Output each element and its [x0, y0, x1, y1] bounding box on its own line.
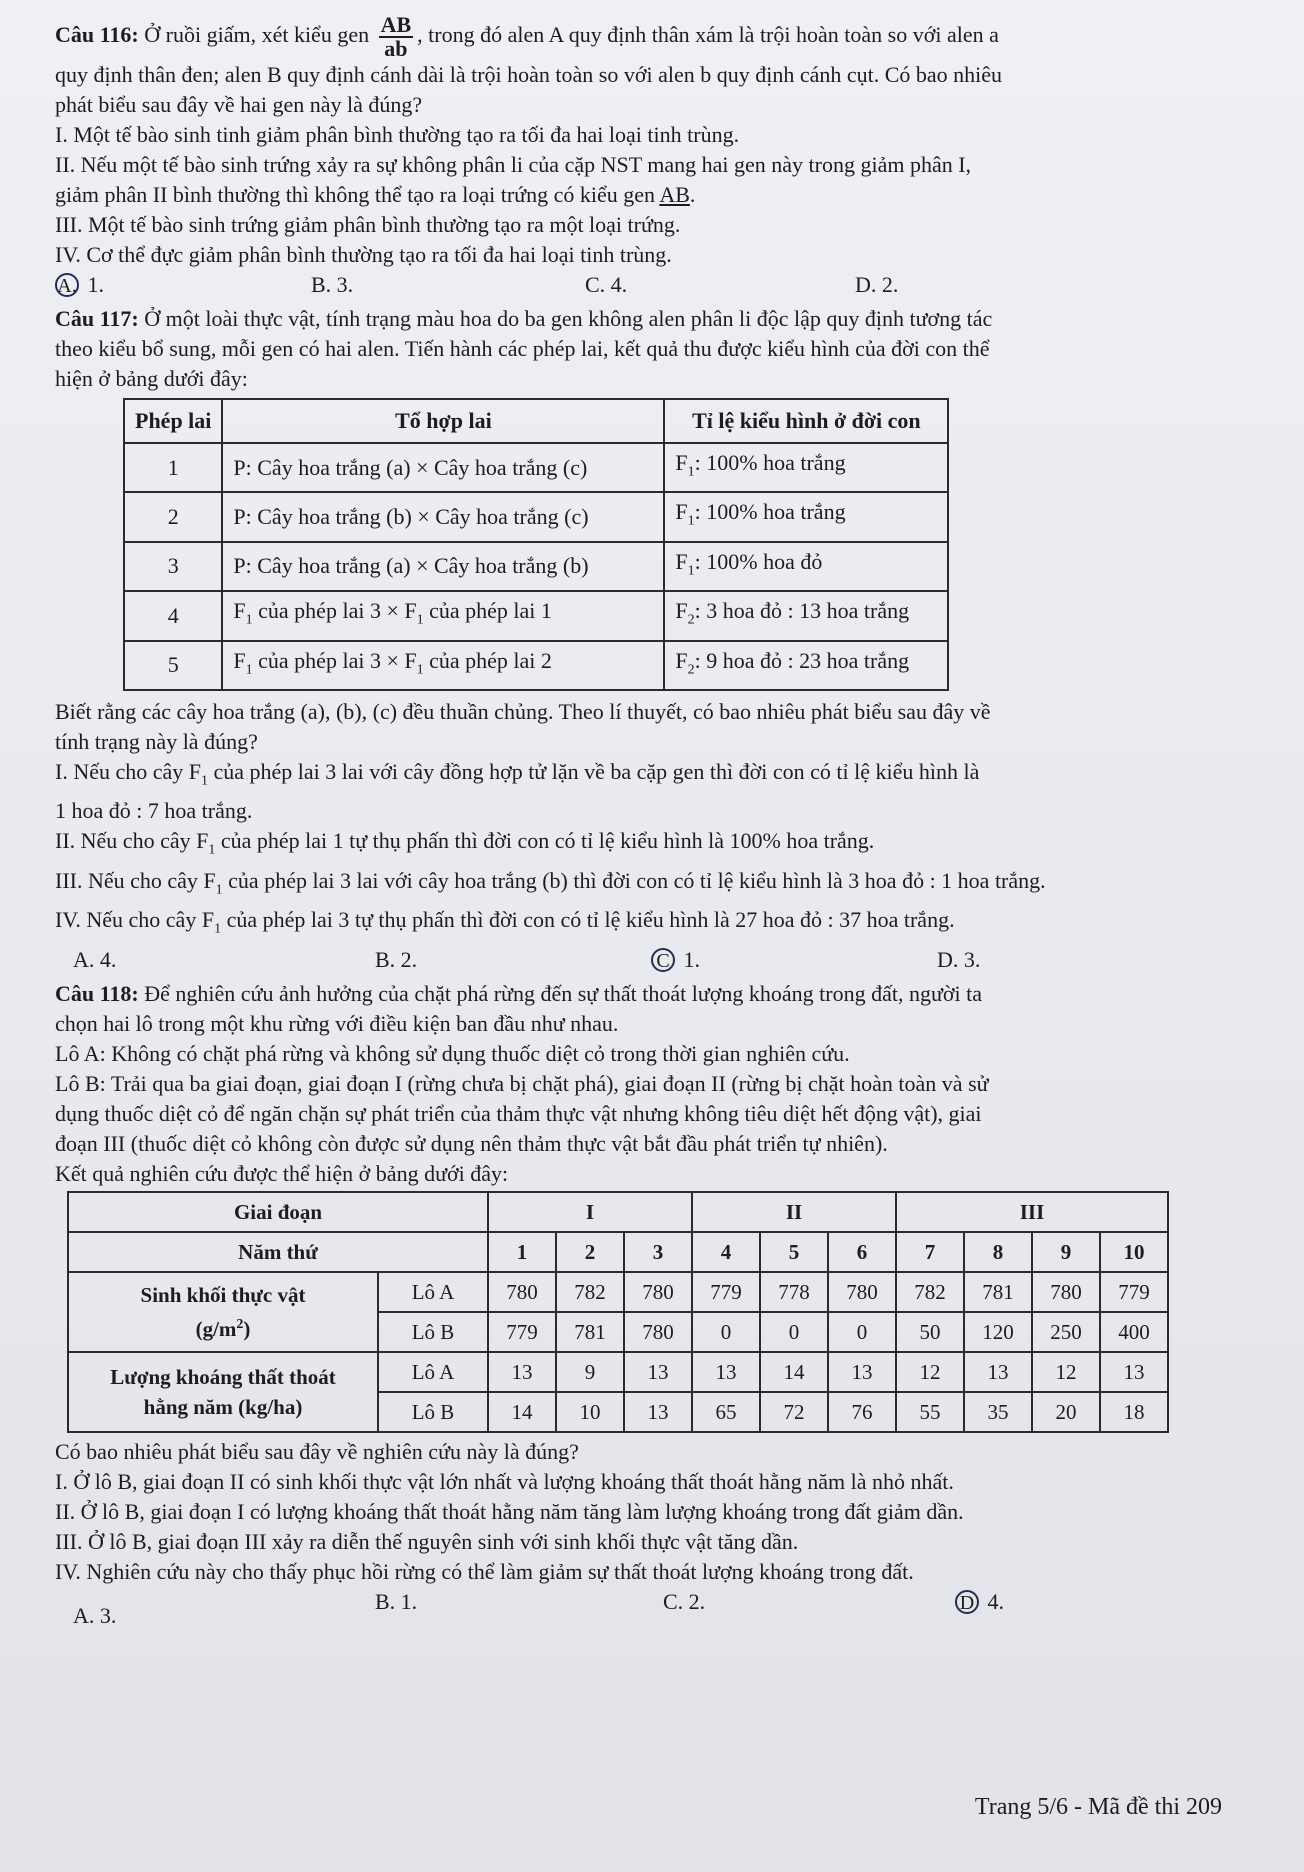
q117-label: Câu 117:	[55, 306, 139, 331]
q117-statement-2: II. Nếu cho cây $F_1$ của phép lai 1 tự thụ phấn thì đời con có tỉ lệ kiểu hình là 100% hoa trắng.	[55, 828, 875, 858]
table-row-years: Năm thứ 1 2 3 4 5 6 7 8 9 10	[68, 1232, 1168, 1272]
q117-options	[55, 945, 1214, 977]
q118-statement-1: I. Ở lô B, giai đoạn II có sinh khối thực vật lớn nhất và lượng khoáng thất thoát hằng năm là nhỏ nhất.	[55, 1468, 954, 1494]
q116-statement-2a: II. Nếu một tế bào sinh trứng xảy ra sự không phân li của cặp NST mang hai gen này trong giảm phân I,	[55, 152, 972, 177]
genotype-fraction: $\frac{AB}{ab}$	[380, 12, 412, 61]
table-row: 3 P: Cây hoa trắng (a) × Cây hoa trắng (b) $F_1$: 100% hoa đỏ	[124, 542, 948, 591]
circled-answer-mark: A.	[55, 273, 79, 297]
q117-option-a[interactable]: A. 4.	[73, 946, 117, 972]
q116-label: Câu 116:	[55, 22, 139, 48]
question-118: Câu 118: Để nghiên cứu ảnh hưởng của chặt phá rừng đến sự thất thoát lượng khoáng trong đất, người ta chọn hai lô trong một khu rừng với điều kiện ban đầu như nhau. Lô A: Không có chặt phá rừng và không sử dụng thuốc diệt cỏ trong thời gian nghiên cứu. Lô B: Trải qua ba giai đoạn, giai đoạn I (rừng chưa bị chặt phá), giai đoạn II (rừng bị chặt hoàn toàn và sử dụng thuốc diệt cỏ để ngăn chặn sự phát triển của thảm thực vật nhưng không tiêu diệt hết động vật), giai đoạn III (thuốc diệt cỏ không còn được sử dụng nên thảm thực vật bắt đầu phát triển tự nhiên). Kết quả nghiên cứu được thể hiện ở bảng dưới đây: Giai đoạn I II III Năm thứ 1 2 3 4 5 6 7 8 9 10 Sinh khối thực vật $(g/m^2)$ Lô A 780 782 780 779 778 780 782 781 780 779 Lô B 779 781 780 0 0 0 50 120 250 400 Lượng khoáng thất thoát hằng năm (kg/ha) Lô A 13 9 13 13 14 13 12 13 12 13 Lô B 14 10 13 65 72 76 55 35 20 18 Có bao nhiêu phát biểu sau đây về nghiên cứu này là đúng? I. Ở lô B, giai đoạn II có sinh khối thực vật lớn nhất và lượng khoáng thất thoát hằng năm là nhỏ nhất. II. Ở lô B, giai đoạn I có lượng khoáng thất thoát hằng năm tăng làm lượng khoáng trong đất giảm dần. III. Ở lô B, giai đoạn III xảy ra diễn thế nguyên sinh với sinh khối thực vật tăng dần. IV. Nghiên cứu này cho thấy phục hồi rừng có thể làm giảm sự thất thoát lượng khoáng trong đất. A. 3. B. 1. C. 2. D 4.	[55, 979, 1214, 1631]
q116-intro: Câu 116: Ở ruồi giấm, xét kiểu gen $\frac{AB}{ab}$ , trong đó alen A quy định thân xám là trội hoàn toàn so với alen a	[55, 12, 999, 61]
crosses-table	[123, 398, 949, 691]
q118-label: Câu 118:	[55, 980, 139, 1006]
table-header-row: Phép lai Tổ hợp lai Tỉ lệ kiểu hình ở đời con	[124, 399, 948, 443]
q118-option-c[interactable]: C. 2.	[663, 1588, 706, 1614]
q117-option-c[interactable]: C 1.	[651, 945, 700, 975]
table-row: Lô B 779 781 780 0 0 0 50 120 250 400	[68, 1312, 1168, 1352]
forest-study-table	[67, 1191, 1169, 1433]
q117-option-b[interactable]: B. 2.	[375, 946, 418, 972]
page-footer: Trang 5/6 - Mã đề thi 209	[974, 1794, 1222, 1820]
q118-option-a[interactable]: A. 3.	[73, 1602, 117, 1628]
q117-statement-4: IV. Nếu cho cây $F_1$ của phép lai 3 tự thụ phấn thì đời con có tỉ lệ kiểu hình là 27 hoa đỏ : 37 hoa trắng.	[55, 907, 955, 937]
table-row: Sinh khối thực vật $(g/m^2)$ Lô A 780 782 780 779 778 780 782 781 780 779	[68, 1272, 1168, 1312]
q117-statement-3: III. Nếu cho cây $F_1$ của phép lai 3 lai với cây hoa trắng (b) thì đời con có tỉ lệ kiểu hình là 3 hoa đỏ : 1 hoa trắng.	[55, 867, 1046, 898]
q118-statement-3: III. Ở lô B, giai đoạn III xảy ra diễn thế nguyên sinh với sinh khối thực vật tăng dần.	[55, 1528, 799, 1554]
question-117: Câu 117: Ở một loài thực vật, tính trạng màu hoa do ba gen không alen phân li độc lập quy định tương tác theo kiểu bổ sung, mỗi gen có hai alen. Tiến hành các phép lai, kết quả thu được kiểu hình của đời con thể hiện ở bảng dưới đây: Phép lai Tổ hợp lai Tỉ lệ kiểu hình ở đời con 1 P: Cây hoa trắng (a) × Cây hoa trắng (c) $F_1$: 100% hoa trắng 2 P: Cây hoa trắng (b) × Cây hoa trắng (c) $F_1$: 100% hoa trắng 3 P: Cây hoa trắng (a) × Cây hoa trắng (b) $F_1$: 100% hoa đỏ 4 $F_1$ của phép lai $3 \times F_1$ của phép lai 1 $F_2$: 3 hoa đỏ : 13 hoa trắng 5 $F_1$ của phép lai $3 \times F_1$ của phép lai 2 $F_2$: 9 hoa đỏ : 23 hoa trắng Biết rằng các cây hoa trắng (a), (b), (c) đều thuần chủng. Theo lí thuyết, có bao nhiêu phát biểu sau đây về tính trạng này là đúng? I. Nếu cho cây $F_1$ của phép lai 3 lai với cây đồng hợp tử lặn về ba cặp gen thì đời con có tỉ lệ kiểu hình là 1 hoa đỏ : 7 hoa trắng. II. Nếu cho cây $F_1$ của phép lai 1 tự thụ phấn thì đời con có tỉ lệ kiểu hình là 100% hoa trắng. III. Nếu cho cây $F_1$ của phép lai 3 lai với cây hoa trắng (b) thì đời con có tỉ lệ kiểu hình là 3 hoa đỏ : 1 hoa trắng. IV. Nếu cho cây $F_1$ của phép lai 3 tự thụ phấn thì đời con có tỉ lệ kiểu hình là 27 hoa đỏ : 37 hoa trắng. A. 4. B. 2. C 1. D. 3.	[55, 304, 1214, 977]
q116-statement-1: I. Một tế bào sinh tinh giảm phân bình thường tạo ra tối đa hai loại tinh trùng.	[55, 122, 740, 147]
q116-options	[55, 270, 1214, 302]
q118-option-b[interactable]: B. 1.	[375, 1588, 418, 1614]
table-row-stages: Giai đoạn I II III	[68, 1192, 1168, 1232]
table-row: 2 P: Cây hoa trắng (b) × Cây hoa trắng (c) $F_1$: 100% hoa trắng	[124, 492, 948, 541]
q116-option-d[interactable]: D. 2.	[855, 272, 899, 297]
table-row: 5 $F_1$ của phép lai $3 \times F_1$ của phép lai 2 $F_2$: 9 hoa đỏ : 23 hoa trắng	[124, 641, 948, 690]
q116-option-c[interactable]: C. 4.	[585, 272, 628, 297]
table-row: 1 P: Cây hoa trắng (a) × Cây hoa trắng (c) $F_1$: 100% hoa trắng	[124, 443, 948, 492]
q116-option-a[interactable]: A. 1.	[55, 270, 104, 300]
q117-statement-1a: I. Nếu cho cây $F_1$ của phép lai 3 lai với cây đồng hợp tử lặn về ba cặp gen thì đời con có tỉ lệ kiểu hình là	[55, 758, 980, 789]
circled-answer-mark: D	[955, 1590, 979, 1614]
q116-statement-2b: giảm phân II bình thường thì không thể tạo ra loại trứng có kiểu gen AB.	[55, 182, 696, 207]
q118-option-d[interactable]: D 4.	[955, 1587, 1004, 1617]
q116-statement-3: III. Một tế bào sinh trứng giảm phân bình thường tạo ra một loại trứng.	[55, 212, 681, 237]
q117-option-d[interactable]: D. 3.	[937, 946, 981, 972]
q118-statement-4: IV. Nghiên cứu này cho thấy phục hồi rừng có thể làm giảm sự thất thoát lượng khoáng trong đất.	[55, 1558, 914, 1584]
table-row: Lô B 14 10 13 65 72 76 55 35 20 18	[68, 1392, 1168, 1432]
q118-options	[55, 1587, 1214, 1631]
q117-statement-1b: 1 hoa đỏ : 7 hoa trắng.	[55, 798, 253, 824]
q116-statement-4: IV. Cơ thể đực giảm phân bình thường tạo ra tối đa hai loại tinh trùng.	[55, 242, 672, 267]
q118-statement-2: II. Ở lô B, giai đoạn I có lượng khoáng thất thoát hằng năm tăng làm lượng khoáng trong đất giảm dần.	[55, 1498, 964, 1524]
table-row: Lượng khoáng thất thoát hằng năm (kg/ha) Lô A 13 9 13 13 14 13 12 13 12 13	[68, 1352, 1168, 1392]
table-row: 4 $F_1$ của phép lai $3 \times F_1$ của phép lai 1 $F_2$: 3 hoa đỏ : 13 hoa trắng	[124, 591, 948, 640]
q116-option-b[interactable]: B. 3.	[311, 272, 354, 297]
circled-answer-mark: C	[651, 948, 675, 972]
question-116: Câu 116: Ở ruồi giấm, xét kiểu gen $\frac{AB}{ab}$ , trong đó alen A quy định thân xám là trội hoàn toàn so với alen a quy định thân đen; alen B quy định cánh dài là trội hoàn toàn so với alen b quy định cánh cụt. Có bao nhiêu phát biểu sau đây về hai gen này là đúng? I. Một tế bào sinh tinh giảm phân bình thường tạo ra tối đa hai loại tinh trùng. II. Nếu một tế bào sinh trứng xảy ra sự không phân li của cặp NST mang hai gen này trong giảm phân I, giảm phân II bình thường thì không thể tạo ra loại trứng có kiểu gen AB. III. Một tế bào sinh trứng giảm phân bình thường tạo ra một loại trứng. IV. Cơ thể đực giảm phân bình thường tạo ra tối đa hai loại tinh trùng. A. 1. B. 3. C. 4. D. 2.	[55, 14, 1214, 302]
